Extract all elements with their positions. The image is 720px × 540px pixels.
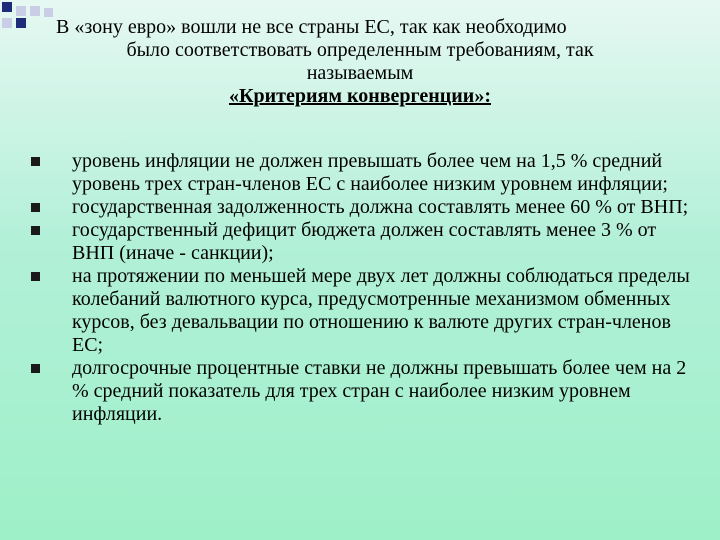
intro-line-2: было соответствовать определенным требованиям, так: [126, 39, 594, 61]
decor-square-6: [2, 18, 12, 28]
intro-line-3: называемым: [306, 62, 414, 84]
decor-square-3: [30, 6, 40, 16]
list-item: [20, 196, 700, 219]
list-item-text: уровень инфляции не должен превышать более чем на 1,5 % средний уровень трех стран-членов ЕС с наиболее низким уровнем инфляции;: [72, 150, 668, 195]
list-item: [20, 265, 700, 357]
decor-square-5: [16, 18, 26, 28]
list-item-text: государственный дефицит бюджета должен составлять менее 3 % от ВНП (иначе - санкции);: [72, 219, 657, 264]
square-bullet-icon: [31, 157, 40, 166]
intro-paragraph: [40, 16, 680, 108]
list-item: [20, 219, 700, 265]
square-bullet-icon: [31, 364, 40, 373]
square-bullet-icon: [31, 203, 40, 212]
square-bullet-icon: [31, 226, 40, 235]
list-item: [20, 150, 700, 196]
list-item-text: на протяжении по меньшей мере двух лет должны соблюдаться пределы колебаний валютного курса, предусмотренные механизмом обменных курсов, без девальвации по отношению к валюте других стран-членов ЕС;: [72, 265, 690, 356]
decor-square-1: [2, 2, 12, 12]
list-item-text: государственная задолженность должна составлять менее 60 % от ВНП;: [72, 196, 689, 218]
square-bullet-icon: [31, 272, 40, 281]
list-item-text: долгосрочные процентные ставки не должны превышать более чем на 2 % средний показатель для трех стран с наиболее низким уровнем инфляции.: [72, 357, 687, 425]
convergence-criteria-heading: «Критериям конвергенции»:: [229, 85, 491, 107]
list-item: [20, 357, 700, 426]
intro-line-1: В «зону евро» вошли не все страны ЕС, так как необходимо: [56, 16, 567, 38]
criteria-list: [20, 150, 700, 426]
decor-square-2: [16, 6, 26, 16]
